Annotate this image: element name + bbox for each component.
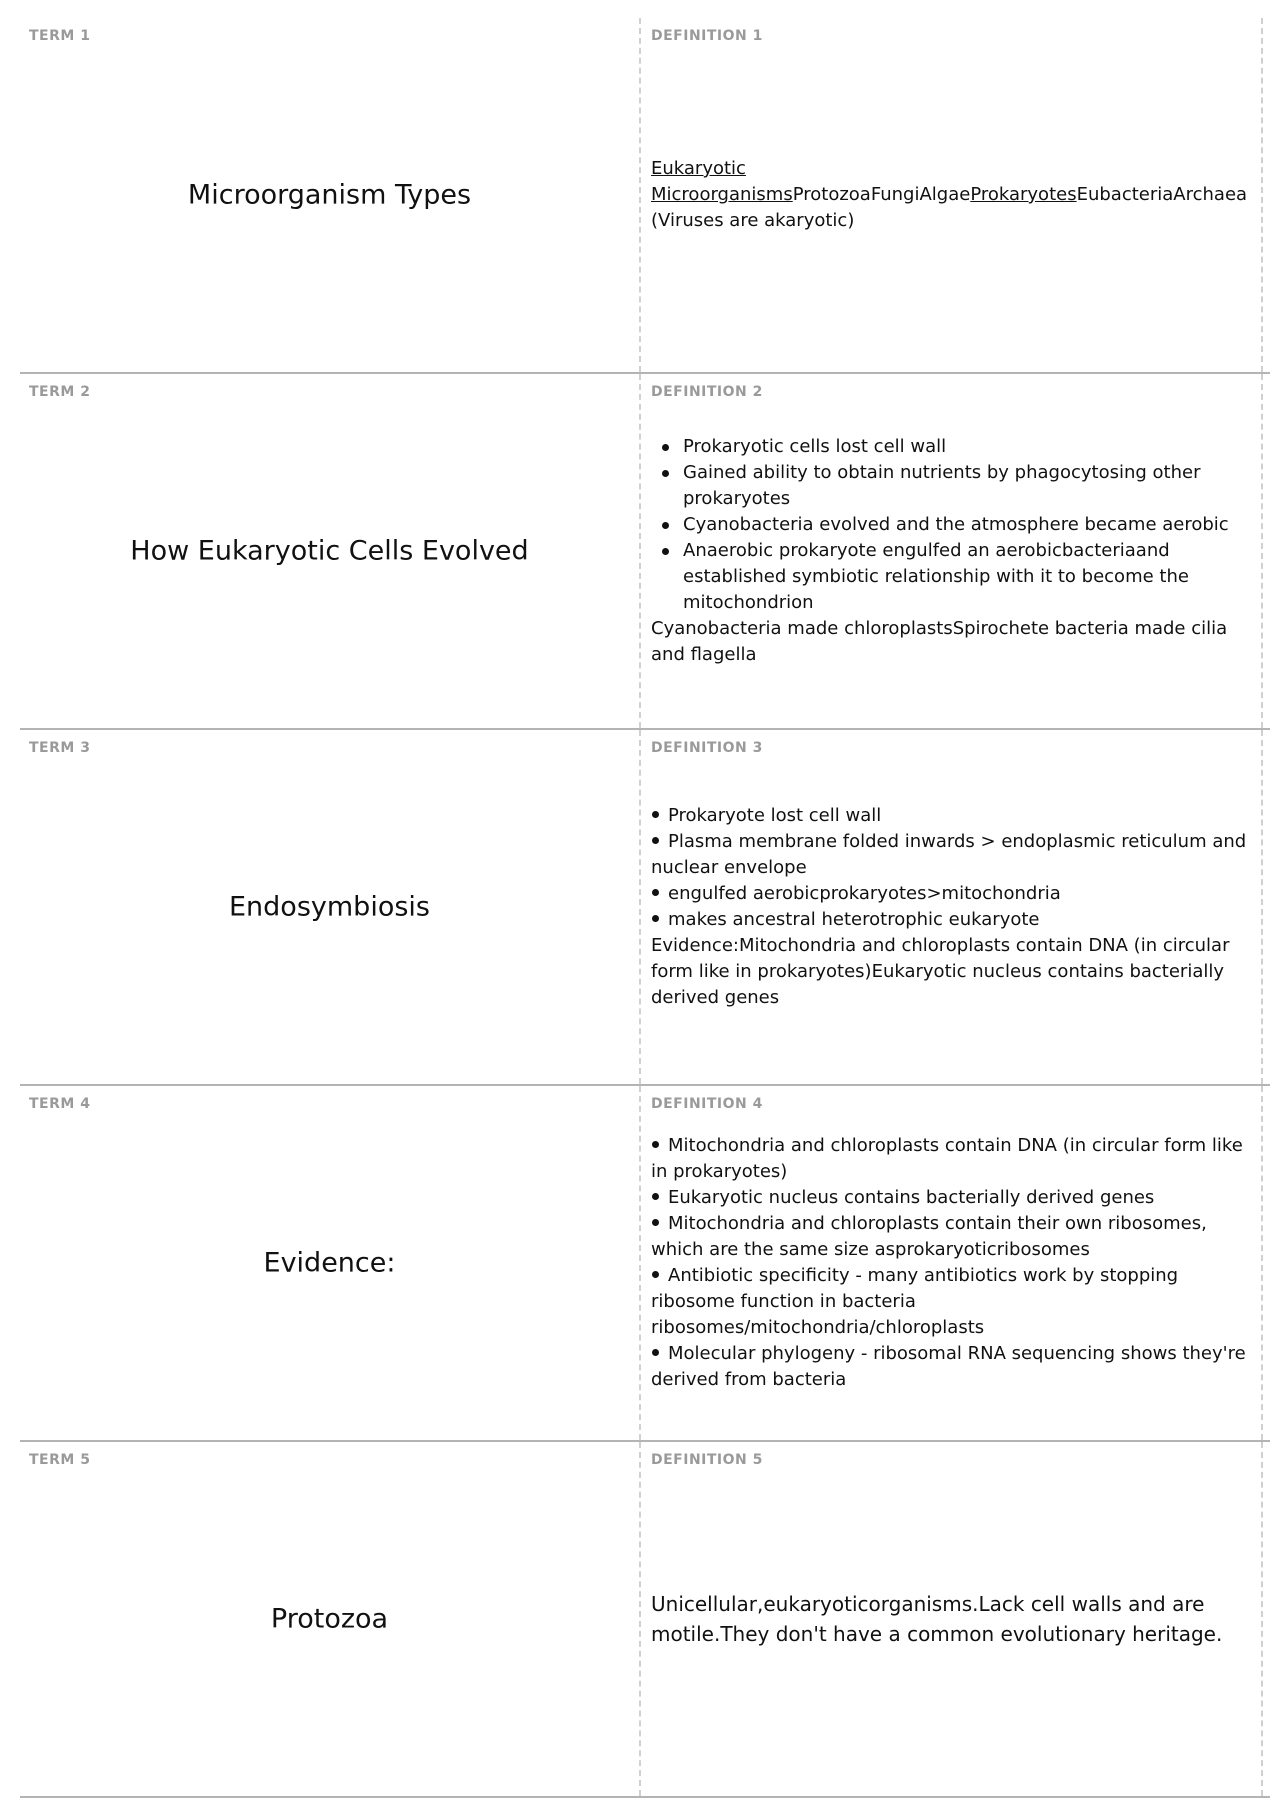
fungi-text: Fungi (870, 184, 920, 205)
list-item (651, 881, 1251, 907)
term-text: Evidence: (263, 1247, 396, 1279)
bullet-icon (652, 915, 659, 922)
term-label: TERM 4 (29, 1096, 91, 1112)
list-item (651, 1341, 1251, 1393)
term-label: TERM 5 (29, 1452, 91, 1468)
definition-text (651, 434, 1251, 668)
list-item: Gained ability to obtain nutrients by phagocytosing other prokaryotes (683, 460, 1251, 512)
term-label: TERM 1 (29, 28, 91, 44)
list-item (651, 1185, 1251, 1211)
viruses-text: (Viruses are akaryotic) (651, 210, 855, 231)
definition-text (651, 803, 1251, 1011)
term-text: Endosymbiosis (229, 891, 430, 923)
definition-label: DEFINITION 4 (651, 1096, 763, 1112)
eubacteria-text: Eubacteria (1076, 184, 1174, 205)
definition-text (651, 156, 1263, 234)
archaea-text: Archaea (1173, 184, 1248, 205)
bullet-icon (652, 1271, 659, 1278)
bullet-icon (652, 1193, 659, 1200)
list-item (651, 829, 1251, 881)
list-item (651, 1263, 1251, 1341)
list-item (651, 803, 1251, 829)
definition-tail: Cyanobacteria made chloroplastsSpirochete bacteria made cilia and flagella (651, 618, 1228, 665)
bullet-list (651, 434, 1251, 616)
bullet-icon (652, 811, 659, 818)
eukaryotic-heading: Eukaryotic (651, 158, 746, 179)
definition-cell (642, 730, 1263, 1084)
list-item: Cyanobacteria evolved and the atmosphere became aerobic (683, 512, 1251, 538)
term-text: Protozoa (270, 1603, 389, 1635)
list-item-text: Plasma membrane folded inwards > endoplasmic reticulum and nuclear envelope (651, 831, 1247, 878)
list-item-text: Molecular phylogeny - ribosomal RNA sequencing shows they're derived from bacteria (651, 1343, 1246, 1390)
bullet-icon (652, 1219, 659, 1226)
definition-cell (642, 18, 1263, 372)
card-4 (20, 1086, 1270, 1442)
term-cell (20, 1086, 641, 1440)
term-cell (20, 730, 641, 1084)
list-item-text: engulfed aerobicprokaryotes>mitochondria (668, 883, 1061, 904)
bullet-icon (652, 1141, 659, 1148)
definition-cell (642, 1086, 1263, 1440)
definition-label: DEFINITION 1 (651, 28, 763, 44)
list-item-text: makes ancestral heterotrophic eukaryote (668, 909, 1040, 930)
list-item (651, 1211, 1251, 1263)
definition-tail: Evidence:Mitochondria and chloroplasts contain DNA (in circular form like in prokaryotes)Eukaryotic nucleus contains bacterially derived genes (651, 935, 1230, 1008)
term-cell (20, 374, 641, 728)
bullet-icon (652, 889, 659, 896)
flashcard-sheet (20, 18, 1270, 1798)
card-2 (20, 374, 1270, 730)
term-cell (20, 1442, 641, 1796)
list-item-text: Mitochondria and chloroplasts contain their own ribosomes, which are the same size asprokaryoticribosomes (651, 1213, 1207, 1260)
list-item (651, 907, 1251, 933)
list-item: Prokaryotic cells lost cell wall (683, 434, 1251, 460)
list-item-text: Mitochondria and chloroplasts contain DNA (in circular form like in prokaryotes) (651, 1135, 1243, 1182)
definition-cell (642, 1442, 1263, 1796)
definition-label: DEFINITION 2 (651, 384, 763, 400)
definition-text: Unicellular,eukaryoticorganisms.Lack cell walls and are motile.They don't have a common evolutionary heritage. (651, 1592, 1223, 1646)
list-item-text: Antibiotic specificity - many antibiotics work by stopping ribosome function in bacteria ribosomes/mitochondria/chloroplasts (651, 1265, 1179, 1338)
definition-text (651, 1133, 1251, 1393)
algae-text: Algae (919, 184, 971, 205)
list-item (651, 1133, 1251, 1185)
list-item: Anaerobic prokaryote engulfed an aerobicbacteriaand established symbiotic relationship with it to become the mitochondrion (683, 538, 1251, 616)
card-1 (20, 18, 1270, 374)
protozoa-text: Protozoa (792, 184, 871, 205)
card-5 (20, 1442, 1270, 1798)
list-item-text: Prokaryote lost cell wall (668, 805, 882, 826)
prokaryotes-heading: Prokaryotes (970, 184, 1077, 205)
definition-cell (642, 374, 1263, 728)
term-cell (20, 18, 641, 372)
term-text: Microorganism Types (187, 179, 472, 211)
microorganisms-heading: Microorganisms (651, 184, 793, 205)
list-item-text: Eukaryotic nucleus contains bacterially derived genes (668, 1187, 1155, 1208)
term-text: How Eukaryotic Cells Evolved (130, 535, 529, 567)
term-label: TERM 3 (29, 740, 91, 756)
definition-label: DEFINITION 5 (651, 1452, 763, 1468)
definition-label: DEFINITION 3 (651, 740, 763, 756)
card-3 (20, 730, 1270, 1086)
bullet-icon (652, 1349, 659, 1356)
term-label: TERM 2 (29, 384, 91, 400)
bullet-icon (652, 837, 659, 844)
